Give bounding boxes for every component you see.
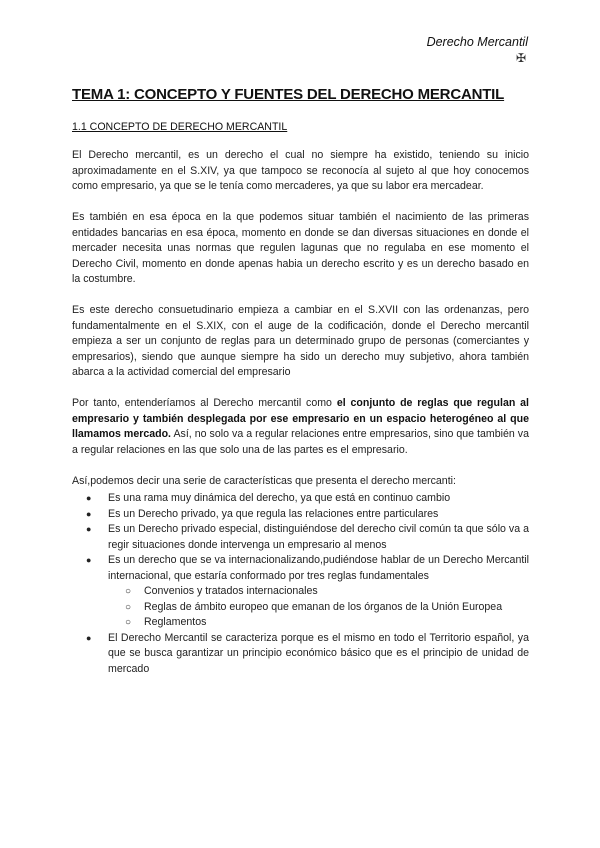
list-item	[72, 631, 529, 678]
list-item-text: Es un Derecho privado, ya que regula las relaciones entre particulares	[108, 507, 439, 520]
bullet-icon: ●	[86, 508, 92, 519]
sublist-item-text: Reglas de ámbito europeo que emanan de los órganos de la Unión Europea	[144, 600, 503, 613]
paragraph-5: Así,podemos decir una serie de características que presenta el derecho mercanti:	[72, 474, 456, 487]
sublist-item	[108, 615, 529, 631]
document-title: TEMA 1: CONCEPTO Y FUENTES DEL DERECHO MERCANTIL	[72, 86, 505, 103]
characteristics-list	[72, 491, 529, 677]
document-content	[72, 86, 529, 677]
list-item	[72, 522, 529, 553]
paragraph-1: El Derecho mercantil, es un derecho el cual no siempre ha existido, teniendo su inicio aproximadamente en el S.XIV, ya que tampoco se reconocía al sujeto al que hoy conocemos como empresario, ya que se le tenía como mercaderes, ya que su labor era mercadear.	[72, 149, 529, 192]
paragraph-3: Es este derecho consuetudinario empieza a cambiar en el S.XVII con las ordenanzas, pero fundamentalmente en el S.XIX, con el auge de la codificación, donde el Derecho mercantil empieza a ser un conjunto de reglas para un determinado grupo de personas (comerciantes y empresarios), siendo que aunque siempre ha sido un derecho muy subjetivo, ahora también abarca a la actividad comercial del empresario	[72, 304, 529, 378]
cross-pattee-icon: ✠	[515, 51, 526, 65]
list-item-text: El Derecho Mercantil se caracteriza porque es el mismo en todo el Territorio español, ya que se busca garantizar un principio económico básico que es el principio de unidad de mercado	[108, 631, 529, 675]
paragraph-4	[72, 396, 529, 458]
sublist-item	[108, 584, 529, 600]
sublist-item-text: Convenios y tratados internacionales	[144, 585, 318, 597]
sublist-item-text: Reglamentos	[144, 616, 207, 628]
header-title: Derecho Mercantil	[426, 35, 528, 49]
sub-bullet-icon: ○	[125, 617, 132, 628]
bullet-icon: ●	[86, 493, 92, 503]
bullet-icon: ●	[86, 524, 92, 534]
bullet-icon: ●	[86, 632, 92, 643]
paragraph-4-pre: Por tanto, entenderíamos al Derecho mercantil como	[72, 397, 337, 409]
list-item-text: Es un Derecho privado especial, distinguiéndose del derecho civil común ta que sólo va a regir situaciones donde intervenga un empresario al menos	[108, 523, 529, 551]
list-item	[72, 553, 529, 631]
international-rules-sublist	[108, 584, 529, 631]
sub-bullet-icon: ○	[125, 601, 132, 613]
list-item	[72, 507, 529, 523]
sub-bullet-icon: ○	[125, 586, 132, 597]
bullet-icon: ●	[86, 555, 92, 565]
paragraph-4-post: Así, no solo va a regular relaciones entre empresarios, sino que también va a regular relaciones en las que solo una de las partes es el empresario.	[72, 428, 529, 456]
list-item-text: Es una rama muy dinámica del derecho, ya que está en continuo cambio	[108, 492, 451, 504]
list-item-text: Es un derecho que se va internacionalizando,pudiéndose hablar de un Derecho Mercantil internacional, que estaría conformado por tres reglas fundamentales	[108, 554, 529, 582]
definition-bold: el conjunto de reglas que regulan al empresario y también desplegada por ese empresario en un espacio heterogéneo al que llamamos mercado.	[72, 397, 529, 440]
paragraph-2: Es también en esa época en la que podemos situar también el nacimiento de las primeras entidades bancarias en esa época, momento en donde se dan diversas situaciones en donde el mercader necesita unas normas que regulen lagunas que no regulaba en ese momento el Derecho Civil, momento en donde apenas habia un derecho escrito y es un derecho basado en la costumbre.	[72, 211, 529, 285]
sublist-item	[108, 600, 529, 616]
section-title: 1.1 CONCEPTO DE DERECHO MERCANTIL	[72, 121, 288, 133]
list-item	[72, 491, 529, 507]
